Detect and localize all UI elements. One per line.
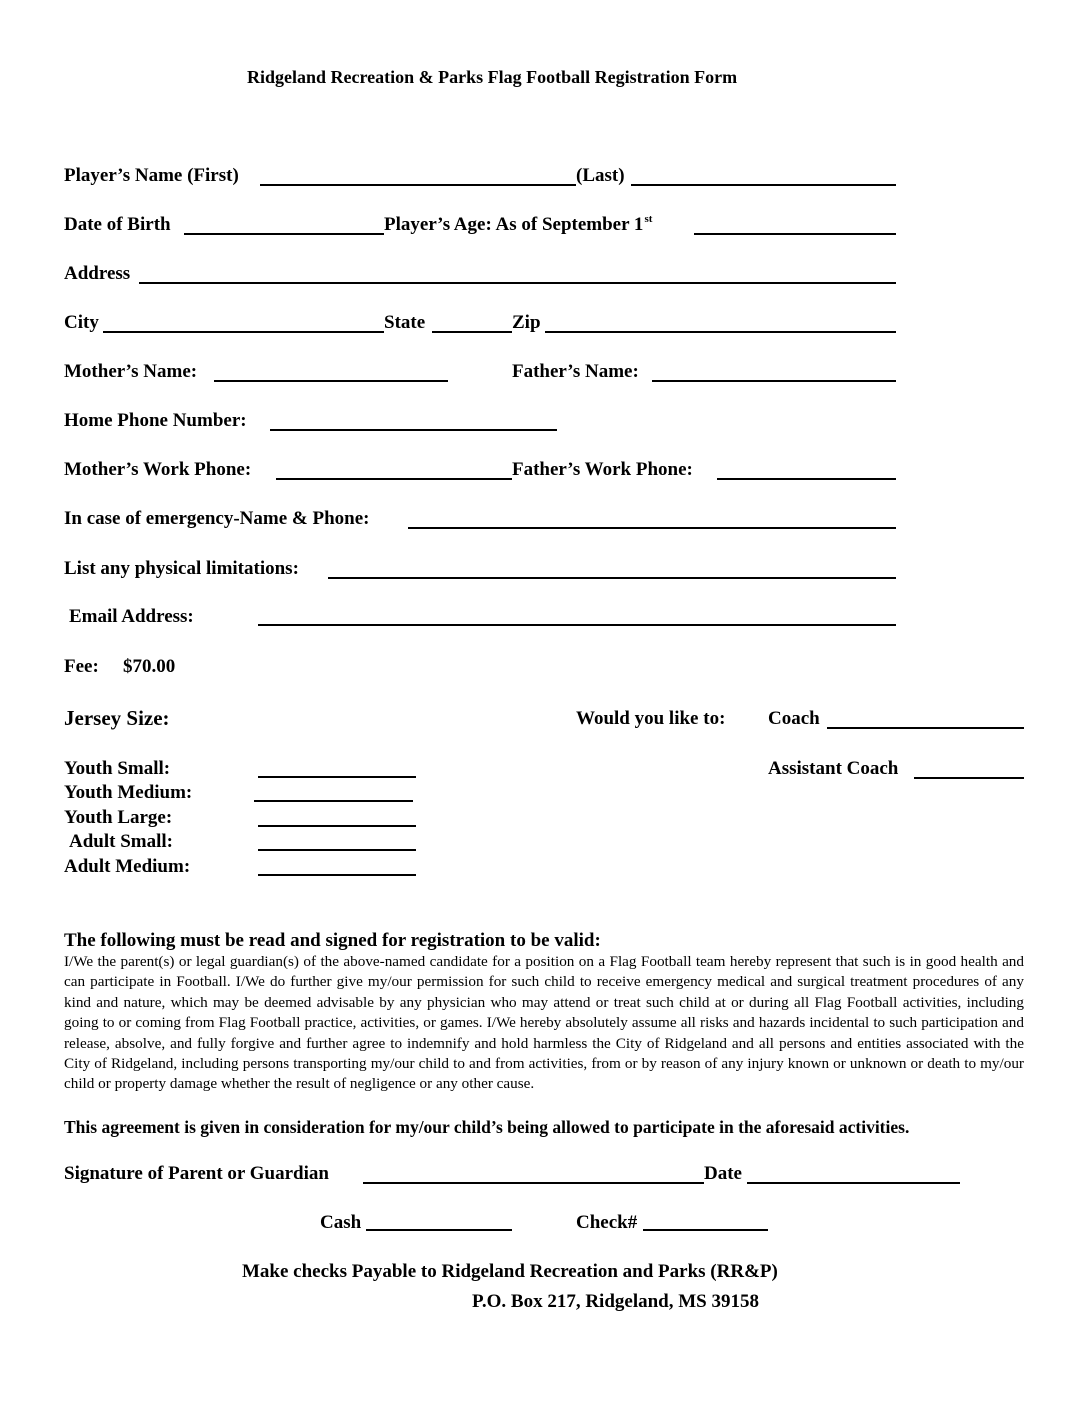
emergency-field[interactable] (408, 527, 896, 529)
email-label: Email Address: (69, 606, 194, 627)
father-work-field[interactable] (717, 478, 896, 480)
zip-field[interactable] (545, 331, 896, 333)
city-field[interactable] (103, 331, 384, 333)
address-field[interactable] (139, 282, 896, 284)
payable-note: Make checks Payable to Ridgeland Recreation and Parks (RR&P) (242, 1261, 778, 1282)
coach-field[interactable] (827, 727, 1024, 729)
coach-question: Would you like to: (576, 708, 726, 729)
zip-label: Zip (512, 312, 541, 333)
agreement-body: I/We the parent(s) or legal guardian(s) of the above-named candidate for a position on a Flag Football team hereby represent that such is in good health and can participate in Football. I/We do further give my/our permission for such child to receive emergency medical and surgical treatment procedures of any kind and nature, which may be deemed advisable by any physician who may attend or treat such child at or during all Flag Football activities, including going to or coming from Flag Football practice, activities, or games. I/We hereby absolutely assume all risks and hazards incidental to such participation and release, absolve, and fully forgive and further agree to indemnify and hold harmless the City of Ridgeland and all persons and entities associated with the City of Ridgeland, including persons transporting my/our child to and from activities, from or by reason of any injury known or unknown or death to my/our child or property damage whether the result of negligence or any other cause. (64, 953, 1024, 1093)
jersey-size-field[interactable] (258, 849, 416, 851)
first-name-field[interactable] (260, 184, 576, 186)
assistant-coach-field[interactable] (914, 777, 1024, 779)
father-work-label: Father’s Work Phone: (512, 459, 693, 480)
jersey-size-label: Adult Small: (69, 831, 173, 852)
mother-name-label: Mother’s Name: (64, 361, 198, 382)
last-name-field[interactable] (631, 184, 896, 186)
form-title: Ridgeland Recreation & Parks Flag Football Registration Form (247, 67, 738, 87)
emergency-label: In case of emergency-Name & Phone: (64, 508, 370, 529)
dob-field[interactable] (184, 233, 384, 235)
father-name-field[interactable] (652, 380, 896, 382)
agreement-heading: The following must be read and signed for registration to be valid: (64, 930, 601, 951)
address-label: Address (64, 263, 131, 284)
jersey-size-field[interactable] (258, 825, 416, 827)
jersey-size-label: Youth Large: (64, 807, 173, 828)
jersey-size-field[interactable] (258, 776, 416, 778)
mailing-address: P.O. Box 217, Ridgeland, MS 39158 (472, 1291, 759, 1312)
mother-work-label: Mother’s Work Phone: (64, 459, 252, 480)
signature-field[interactable] (363, 1182, 704, 1184)
limitations-field[interactable] (328, 577, 896, 579)
date-field[interactable] (747, 1182, 960, 1184)
date-label: Date (704, 1163, 742, 1184)
mother-work-field[interactable] (276, 478, 512, 480)
fee-label: Fee: (64, 656, 99, 677)
limitations-label: List any physical limitations: (64, 558, 299, 579)
coach-label: Coach (768, 708, 820, 729)
city-label: City (64, 312, 99, 333)
age-label: Player’s Age: As of September 1st (384, 213, 653, 235)
mother-name-field[interactable] (214, 380, 448, 382)
age-field[interactable] (694, 233, 896, 235)
first-name-label: Player’s Name (First) (64, 165, 239, 186)
state-field[interactable] (432, 331, 512, 333)
check-label: Check# (576, 1212, 638, 1233)
state-label: State (384, 312, 426, 333)
home-phone-label: Home Phone Number: (64, 410, 247, 431)
cash-field[interactable] (366, 1229, 512, 1231)
jersey-size-label: Youth Medium: (64, 782, 193, 803)
cash-label: Cash (320, 1212, 362, 1233)
jersey-size-field[interactable] (254, 800, 413, 802)
fee-value: $70.00 (123, 656, 176, 677)
dob-label: Date of Birth (64, 214, 171, 235)
agreement-consideration: This agreement is given in consideration for my/our child’s being allowed to participate in the aforesaid activities. (64, 1117, 910, 1137)
home-phone-field[interactable] (270, 429, 557, 431)
signature-label: Signature of Parent or Guardian (64, 1163, 329, 1184)
check-field[interactable] (643, 1229, 768, 1231)
jersey-size-label: Youth Small: (64, 758, 171, 779)
email-field[interactable] (258, 624, 896, 626)
last-name-label: (Last) (576, 165, 625, 186)
assistant-coach-label: Assistant Coach (768, 758, 899, 779)
jersey-heading: Jersey Size: (64, 706, 170, 730)
father-name-label: Father’s Name: (512, 361, 639, 382)
jersey-size-label: Adult Medium: (64, 856, 191, 877)
jersey-size-field[interactable] (258, 874, 416, 876)
